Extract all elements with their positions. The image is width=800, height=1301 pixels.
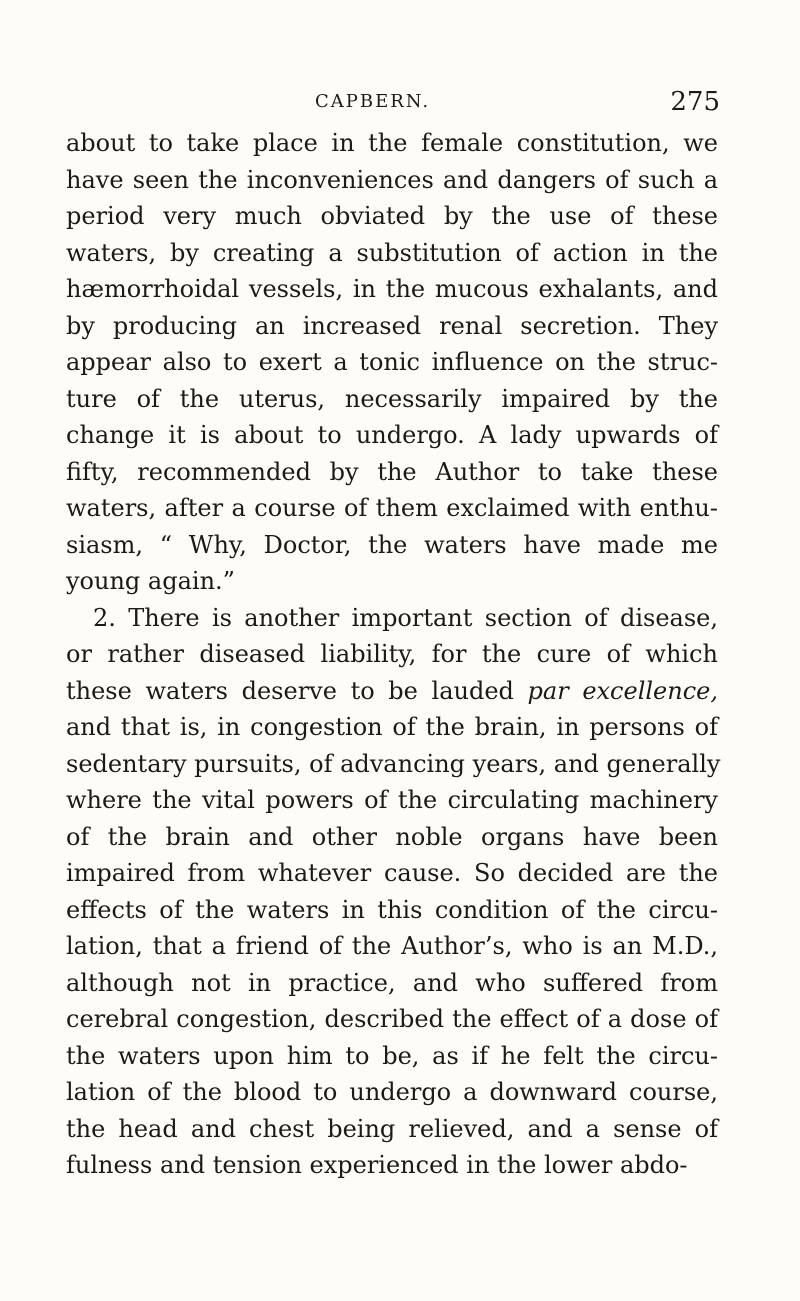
text-line: about to take place in the female constitution, we (66, 129, 718, 157)
text-line: the head and chest being relieved, and a sense of (66, 1114, 718, 1143)
text-line: of the brain and other noble organs have been (66, 822, 718, 851)
page-number: 275 (670, 87, 720, 117)
text-line: sedentary pursuits, of advancing years, and generally (66, 749, 721, 778)
text-line-italic-phrase (66, 673, 718, 710)
body-text (66, 125, 721, 1184)
text-line: lation of the blood to undergo a downward course, (66, 1078, 718, 1106)
text-line: lation, that a friend of the Author’s, who is an M.D., (66, 932, 718, 960)
text-line: siasm, “ Why, Doctor, the waters have made me (66, 530, 718, 559)
text-line: period very much obviated by the use of these (66, 202, 718, 230)
running-head-title: CAPBERN. (315, 91, 431, 112)
text-line: and that is, in congestion of the brain, in persons of (66, 713, 718, 741)
text-line: ture of the uterus, necessarily impaired by the (66, 384, 718, 413)
text-line: have seen the inconveniences and dangers of such a (66, 165, 718, 194)
text-line: although not in practice, and who suffered from (66, 968, 718, 997)
text-line: by producing an increased renal secretion. They (66, 311, 718, 340)
text-line: impaired from whatever cause. So decided are the (66, 859, 718, 887)
text-line: effects of the waters in this condition of the circu- (66, 895, 718, 924)
text-line: or rather diseased liability, for the cure of which (66, 640, 718, 668)
text-line: where the vital powers of the circulating machinery (66, 786, 718, 814)
text-line: young again.” (66, 567, 235, 595)
italic-phrase: par excellence, (527, 676, 718, 705)
text-line: 2. There is another important section of disease, (93, 603, 718, 632)
text-line: fulness and tension experienced in the lower abdo- (66, 1151, 688, 1179)
text-line: appear also to exert a tonic influence on the struc- (66, 348, 718, 376)
text-run: these waters deserve to be lauded (66, 676, 528, 705)
text-line: change it is about to undergo. A lady upwards of (66, 421, 718, 449)
text-line: hæmorrhoidal vessels, in the mucous exhalants, and (66, 275, 718, 303)
text-line: fifty, recommended by the Author to take these (66, 457, 718, 486)
text-line: waters, after a course of them exclaimed with enthu- (66, 494, 718, 522)
text-line: cerebral congestion, described the effect of a dose of (66, 1005, 718, 1033)
text-line: the waters upon him to be, as if he felt the circu- (66, 1041, 718, 1070)
running-head (60, 87, 720, 117)
text-line: waters, by creating a substitution of action in the (66, 238, 718, 267)
